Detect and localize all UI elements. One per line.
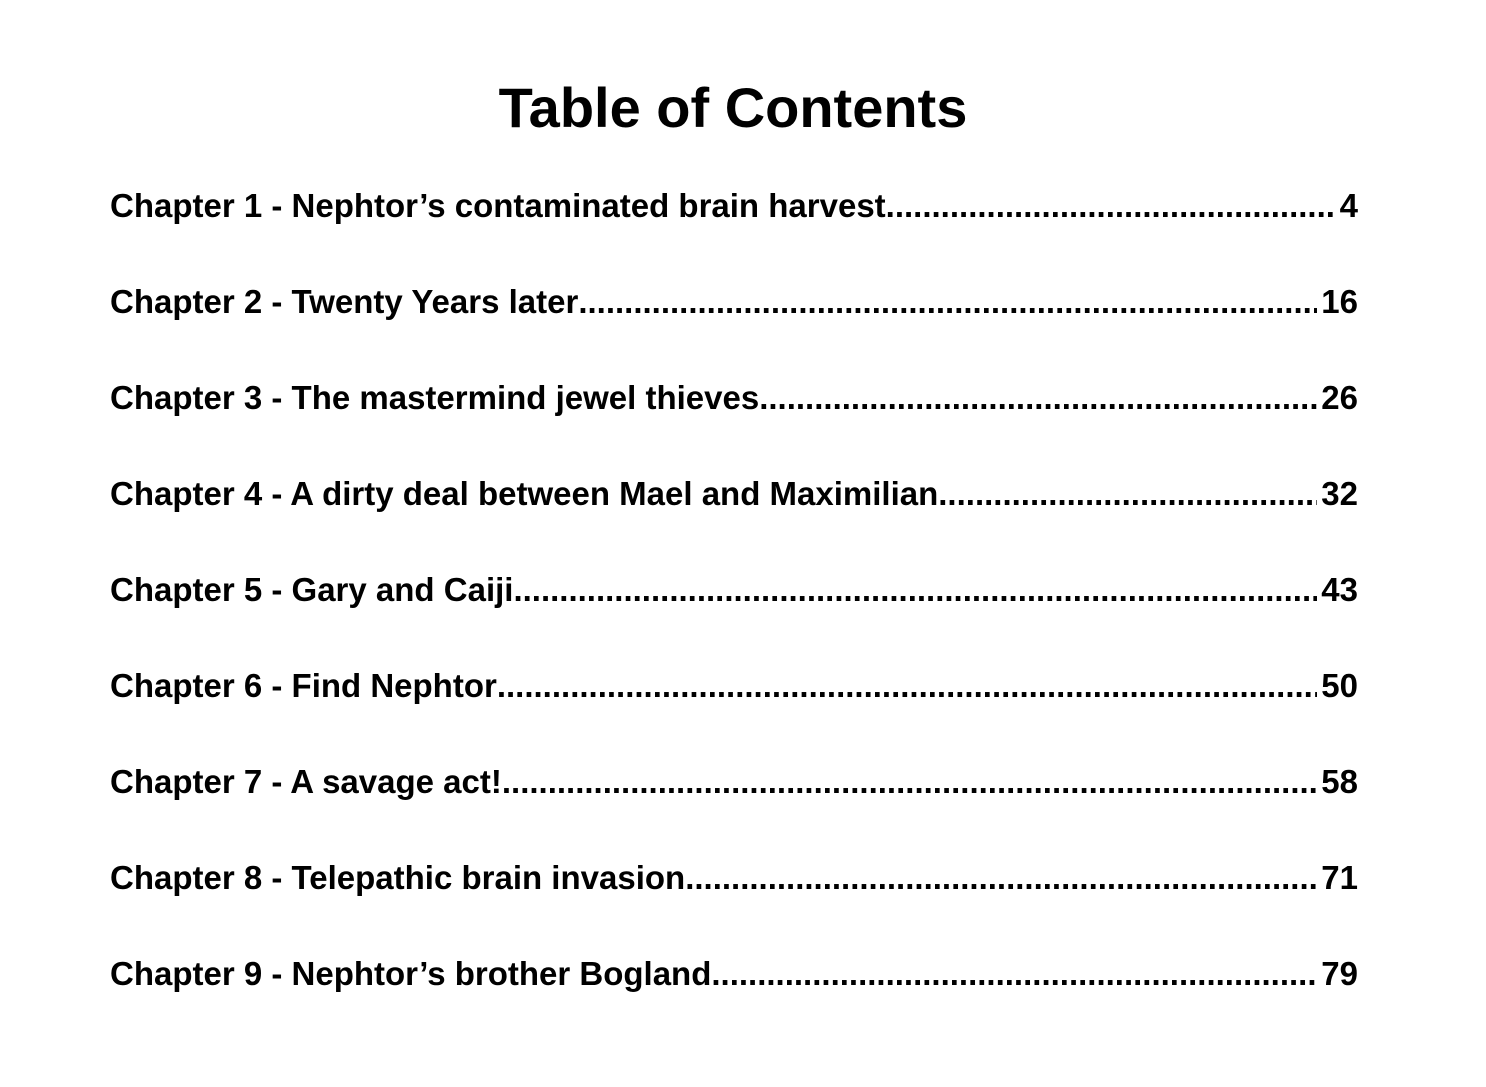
toc-entry-4[interactable] [110,472,1358,568]
toc-page-number: 71 [1321,859,1358,896]
toc-entry-1[interactable] [110,184,1358,280]
toc-page-number: 26 [1321,379,1358,416]
toc-page-number: 4 [1339,187,1358,224]
page-title: Table of Contents [498,76,968,139]
toc-page-number: 32 [1321,475,1358,512]
toc-page-number: 79 [1321,955,1358,992]
toc-page-number: 58 [1321,763,1358,800]
toc-entry-2[interactable] [110,280,1358,376]
toc-entry-8[interactable] [110,856,1358,952]
toc-entry-9[interactable] [110,952,1358,1048]
dot-leader [711,952,1317,996]
toc-entry-label: Chapter 6 - Find Nephtor [110,667,497,704]
toc-entry-6[interactable] [110,664,1358,760]
toc-page-number: 16 [1321,283,1358,320]
toc-entry-label: Chapter 8 - Telepathic brain invasion [110,859,686,896]
dot-leader [938,472,1317,516]
table-of-contents [110,184,1358,1048]
toc-entry-label: Chapter 4 - A dirty deal between Mael and Maximilian [110,475,939,512]
toc-entry-label: Chapter 7 - A savage act! [110,763,502,800]
toc-entry-label: Chapter 1 - Nephtor’s contaminated brain harvest [110,187,886,224]
dot-leader [759,376,1317,420]
toc-page-number: 43 [1321,571,1358,608]
toc-entry-label: Chapter 2 - Twenty Years later [110,283,579,320]
toc-entry-7[interactable] [110,760,1358,856]
toc-entry-label: Chapter 5 - Gary and Caiji [110,571,514,608]
dot-leader [513,568,1317,612]
toc-entry-label: Chapter 9 - Nephtor’s brother Bogland [110,955,712,992]
dot-leader [578,280,1317,324]
dot-leader [497,664,1317,708]
toc-page-number: 50 [1321,667,1358,704]
dot-leader [502,760,1317,804]
dot-leader [886,184,1336,228]
toc-entry-3[interactable] [110,376,1358,472]
toc-entry-label: Chapter 3 - The mastermind jewel thieves [110,379,760,416]
dot-leader [685,856,1317,900]
toc-entry-5[interactable] [110,568,1358,664]
